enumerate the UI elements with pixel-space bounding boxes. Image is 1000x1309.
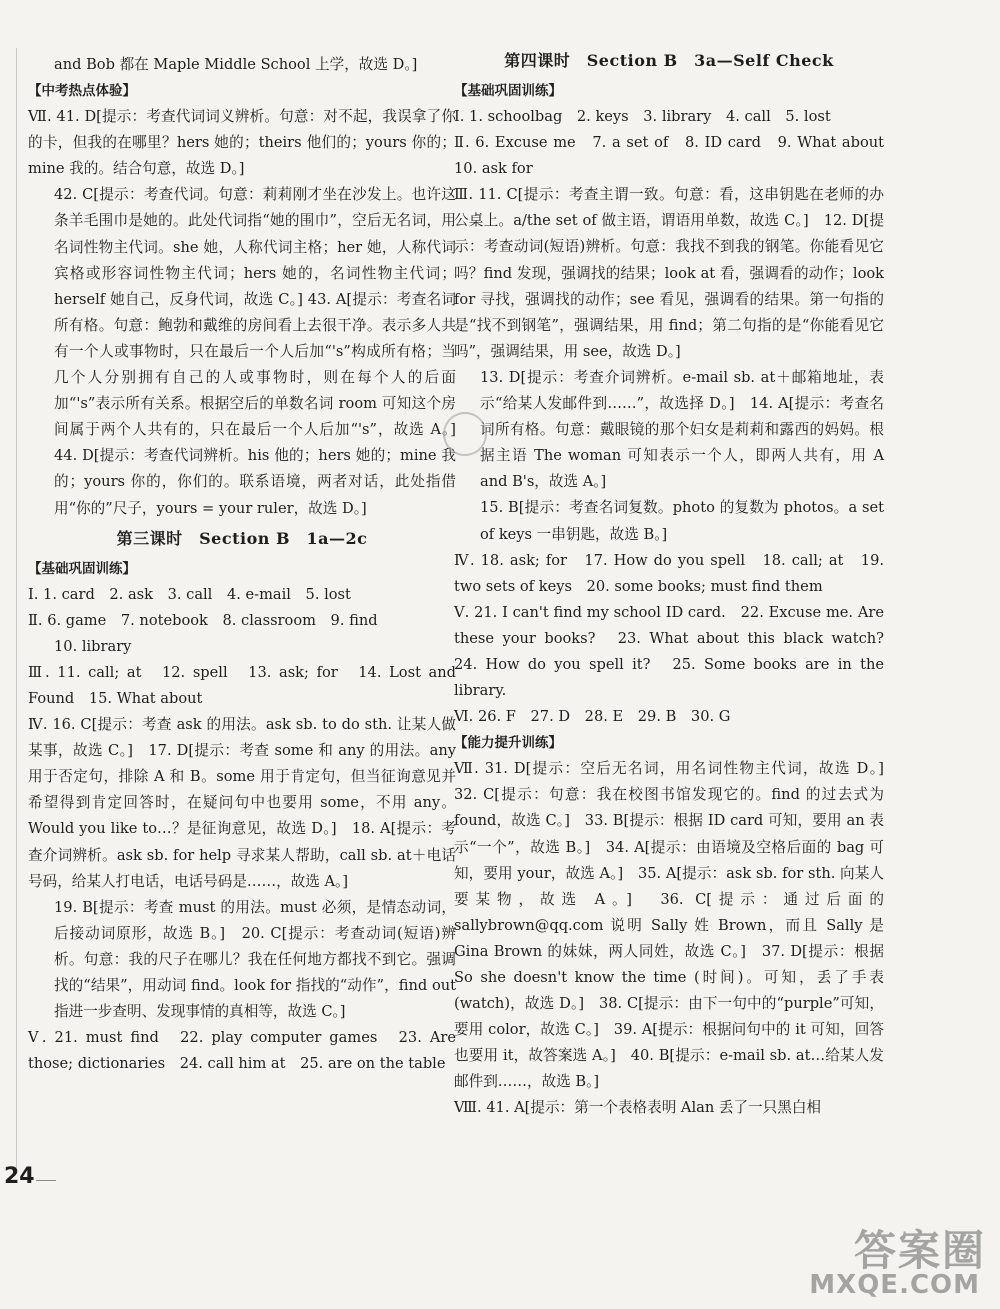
answer-text: 10. library bbox=[54, 637, 132, 655]
right-column bbox=[454, 51, 899, 1122]
watermark-line2: MXQE.COM bbox=[809, 1270, 980, 1300]
answer-text: Ⅱ. 6. game 7. notebook 8. classroom 9. find bbox=[28, 611, 378, 629]
answer-text: Ⅲ. 11. call; at 12. spell 13. ask; for 14. Lost and Found 15. What about bbox=[28, 663, 456, 707]
section-heading: 【中考热点体验】 bbox=[28, 83, 136, 100]
column-rule bbox=[16, 48, 17, 1168]
answer-text: Ⅵ. 26. F 27. D 28. E 29. B 30. G bbox=[454, 708, 731, 726]
page-number: 24 bbox=[4, 1164, 35, 1189]
watermark-logo bbox=[809, 1218, 996, 1304]
section-heading: 【基础巩固训练】 bbox=[454, 83, 562, 99]
answer-text: Ⅰ. 1. card 2. ask 3. call 4. e-mail 5. lost bbox=[28, 585, 351, 603]
answer-text: Ⅱ. 6. Excuse me 7. a set of 8. ID card 9. What about 10. ask for bbox=[454, 134, 899, 178]
answer-text: and Bob 都在 Maple Middle School 上学，故选 D。] bbox=[54, 56, 418, 73]
answer-text: 15. B[提示：考查名词复数。photo 的复数为 photos。a set of keys 一串钥匙，故选 B。] bbox=[480, 499, 884, 543]
left-column bbox=[28, 52, 456, 1077]
watermark-line1: 答案圈 bbox=[853, 1226, 986, 1275]
section-heading: 【基础巩固训练】 bbox=[28, 560, 136, 577]
answer-text: Ⅶ. 31. D[提示：空后无名词，用名词性物主代词，故选 D。] 32. C[提示：句意：我在校图书馆发现它的。find 的过去式为 found，故选 C。] 33. B[提示：根据 ID card 可知，要用 an 表示“一个”，故选 B。] 34. A[提示：由语境及空格后面的 bag 可知，要用 your，故选 A。] 35. A[提示：ask sb. for sth. 向某人要某物，故选 A。] 36. C[提示：通过后面的 sallybrown@qq.com 说明 Sally 姓 Brown，而且 Sally 是 Gina Brown 的妹妹，两人同姓，故选 C。] 37. D[提示：根据 So she doesn't know the time (时间)。可知，丢了手表(watch)，故选 D。] 38. C[提示：由下一句中的“purple”可知，要用 color，故选 C。] 39. A[提示：根据问句中的 it 可知，回答也要用 it，故答案选 A。] 40. B[提示：e-mail sb. at…给某人发邮件到……，故选 B。] bbox=[454, 760, 899, 1091]
answer-text: Ⅴ. 21. I can't find my school ID card. 22. Excuse me. Are these your books? 23. What about this black watch? 24. How do you spell it? 25. Some books are in the library. bbox=[454, 603, 899, 700]
lesson-title: 第四课时 Section B 3a—Self Check bbox=[504, 51, 834, 70]
answer-text: Ⅷ. 41. A[提示：第一个表格表明 Alan 丢了一只黑白相 bbox=[454, 1099, 822, 1117]
section-heading: 【能力提升训练】 bbox=[454, 735, 562, 752]
answer-text: 13. D[提示：考查介词辨析。e-mail sb. at＋邮箱地址，表示“给某人发邮件到……”，故选择 D。] 14. A[提示：考查名词所有格。句意：戴眼镜的那个妇女是莉莉和露西的妈妈。根据主语 The woman 可知表示一个人，即两人共有，用 A and B's，故选 A。] bbox=[480, 368, 884, 491]
answer-text: Ⅲ. 11. C[提示：考查主谓一致。句意：看，这串钥匙在老师的办公桌上。a/the set of 做主语，谓语用单数，故选 C。] 12. D[提示：考查动词(短语)辨析。句意：我找不到我的钢笔。你能看见它吗？find 发现，强调找的结果；look at 看，强调看的动作；look for 寻找，强调找的动作；see 看见，强调看的结果。第一句指的是“找不到钢笔”，强调结果，用 find；第二句指的是“你能看见它吗”，强调结果，用 see，故选 D。] bbox=[454, 186, 884, 360]
answer-text: Ⅳ. 16. C[提示：考查 ask 的用法。ask sb. to do sth. 让某人做某事，故选 C。] 17. D[提示：考查 some 和 any 的用法。any 用于否定句，排除 A 和 B。some 用于肯定句，但当征询意见并希望得到肯定回答时，在疑问句中也要用 some，不用 any。Would you like to…？是征询意见，故选 D。] 18. A[提示：考查介词辨析。ask sb. for help 寻求某人帮助，call sb. at＋电话号码，给某人打电话，电话号码是……，故选 A。] bbox=[28, 716, 456, 890]
answer-text: Ⅴ. 21. must find 22. play computer games 23. Are those; dictionaries 24. call him at 25. are on the table bbox=[28, 1029, 456, 1073]
page-number-rule bbox=[36, 1180, 56, 1181]
answer-text: Ⅶ. 41. D[提示：考查代词词义辨析。句意：对不起，我误拿了你的卡，但我的在哪里？hers 她的；theirs 他们的；yours 你的；mine 我的。结合句意，故选 D。] bbox=[28, 108, 456, 178]
answer-text: Ⅰ. 1. schoolbag 2. keys 3. library 4. call 5. lost bbox=[454, 108, 831, 125]
answer-text: 42. C[提示：考查代词。句意：莉莉刚才坐在沙发上。也许这条羊毛围巾是她的。此处代词指“她的围巾”，空后无名词，用名词性物主代词。she 她，人称代词主格；her 她，人称代词宾格或形容词性物主代词；hers 她的，名词性物主代词；herself 她自己，反身代词，故选 C。] 43. A[提示：考查名词所有格。句意：鲍勃和戴维的房间看上去很干净。表示多人共有一个人或事物时，只在最后一个人后加“'s”构成所有格；当几个人分别拥有自己的人或事物时，则在每个人的后面加“'s”表示所有关系。根据空后的单数名词 room 可知这个房间属于两个人共有的，只在最后一个人后加“'s”，故选 A。] 44. D[提示：考查代词辨析。his 他的；hers 她的；mine 我的；yours 你的，你们的。联系语境，两者对话，此处指借用“你的”尺子，yours = your ruler，故选 D。] bbox=[54, 186, 456, 517]
answer-text: 19. B[提示：考查 must 的用法。must 必须，是情态动词，后接动词原形，故选 B。] 20. C[提示：考查动词(短语)辨析。句意：我的尺子在哪儿？我在任何地方都找不到它。强调找的“结果”，用动词 find。look for 指找的“动作”，find out 指进一步查明、发现事情的真相等，故选 C。] bbox=[54, 898, 456, 1021]
answer-text: Ⅳ. 18. ask; for 17. How do you spell 18. call; at 19. two sets of keys 20. some books; must find them bbox=[454, 551, 884, 595]
lesson-title: 第三课时 Section B 1a—2c bbox=[116, 528, 368, 548]
